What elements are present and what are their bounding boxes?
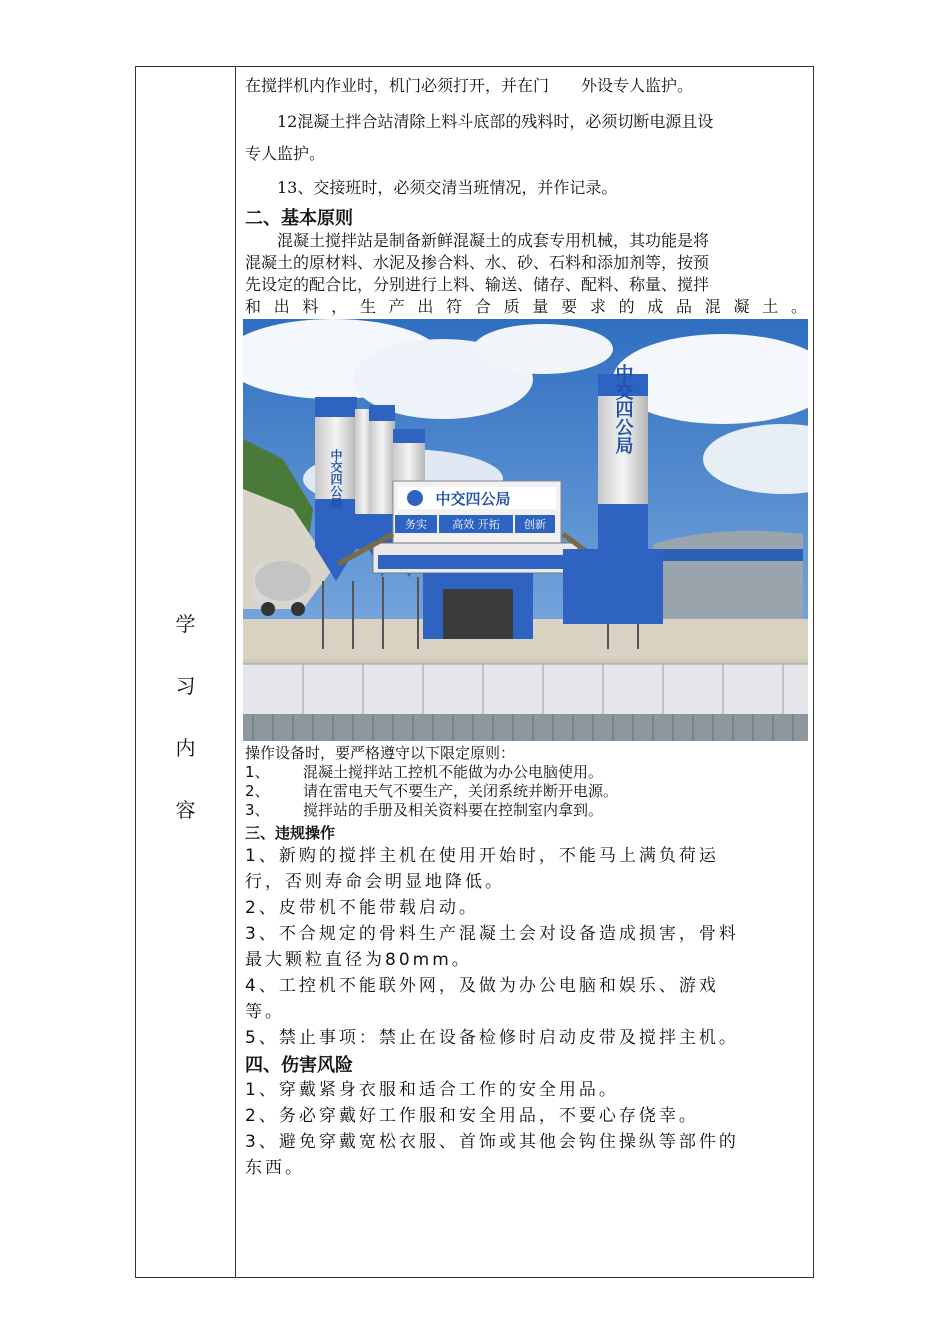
list-number: 3、 [245, 801, 270, 819]
list-item [245, 763, 807, 782]
silo-text-1: 中交四公局 [612, 364, 634, 454]
violations-list [245, 843, 807, 1051]
section-heading-violations: 三、违规操作 [245, 824, 336, 842]
label-char: 学 [175, 612, 196, 636]
silo-text-left: 中交四公局 [329, 449, 343, 509]
principles-line: 混凝土搅拌站是制备新鲜混凝土的成套专用机械，其功能是将 [277, 231, 710, 250]
label-char: 习 [175, 674, 196, 698]
list-number: 2、 [245, 782, 270, 800]
risk-line: 东西。 [245, 1158, 305, 1178]
risks-list [245, 1077, 807, 1181]
operation-intro: 操作设备时，要严格遵守以下限定原则： [245, 744, 516, 762]
principles-line: 和出料，生产出符合质量要求的成品混凝土。 [245, 297, 807, 316]
content-cell [245, 70, 807, 318]
violation-line: 3、不合规定的骨料生产混凝土会对设备造成损害，骨料 [245, 924, 739, 944]
slogan-a: 务实 [405, 518, 427, 531]
violation-line: 等。 [245, 1002, 285, 1022]
rule-11: 在搅拌机内作业时，机门必须打开，并在门 外设专人监护。 [245, 76, 694, 95]
violation-line: 2、皮带机不能带载启动。 [245, 898, 479, 918]
slogan-b: 高效 开拓 [452, 518, 500, 531]
list-text: 请在雷电天气不要生产，关闭系统并断开电源。 [303, 782, 619, 800]
batching-plant-photo [243, 319, 808, 741]
section-heading-risks: 四、伤害风险 [245, 1055, 353, 1076]
label-char: 容 [175, 798, 196, 822]
section-heading-principles: 二、基本原则 [245, 208, 353, 229]
principles-line: 混凝土的原材料、水泥及掺合料、水、砂、石料和添加剂等，按预 [245, 253, 710, 272]
violation-line: 4、工控机不能联外网，及做为办公电脑和娱乐、游戏 [245, 976, 719, 996]
content-lower [245, 744, 807, 1181]
list-number: 1、 [245, 763, 270, 781]
list-item [245, 782, 807, 801]
section-label [136, 66, 235, 1278]
rule-13: 13、交接班时，必须交清当班情况，并作记录。 [277, 178, 618, 197]
list-text: 混凝土搅拌站工控机不能做为办公电脑使用。 [303, 763, 604, 781]
violation-line: 5、禁止事项：禁止在设备检修时启动皮带及搅拌主机。 [245, 1028, 739, 1048]
violation-line: 1、新购的搅拌主机在使用开始时，不能马上满负荷运 [245, 846, 719, 866]
column-divider [235, 66, 236, 1278]
risk-line: 2、务必穿戴好工作服和安全用品，不要心存侥幸。 [245, 1106, 699, 1126]
slogan-c: 创新 [524, 518, 546, 531]
label-char: 内 [175, 736, 196, 760]
rule-12-line2: 专人监护。 [245, 144, 326, 163]
risk-line: 3、避免穿戴宽松衣服、首饰或其他会钩住操纵等部件的 [245, 1132, 739, 1152]
principles-line: 先设定的配合比，分别进行上料、输送、储存、配料、称量、搅拌 [245, 275, 710, 294]
building-sign: 中交四公局 [435, 490, 511, 508]
violation-line: 行，否则寿命会明显地降低。 [245, 872, 505, 892]
list-text: 搅拌站的手册及相关资料要在控制室内拿到。 [303, 801, 604, 819]
risk-line: 1、穿戴紧身衣服和适合工作的安全用品。 [245, 1080, 619, 1100]
rule-12-line1: 12混凝土拌合站清除上料斗底部的残料时，必须切断电源且设 [277, 112, 714, 131]
list-item [245, 801, 807, 820]
violation-line: 最大颗粒直径为80mm。 [245, 950, 472, 970]
